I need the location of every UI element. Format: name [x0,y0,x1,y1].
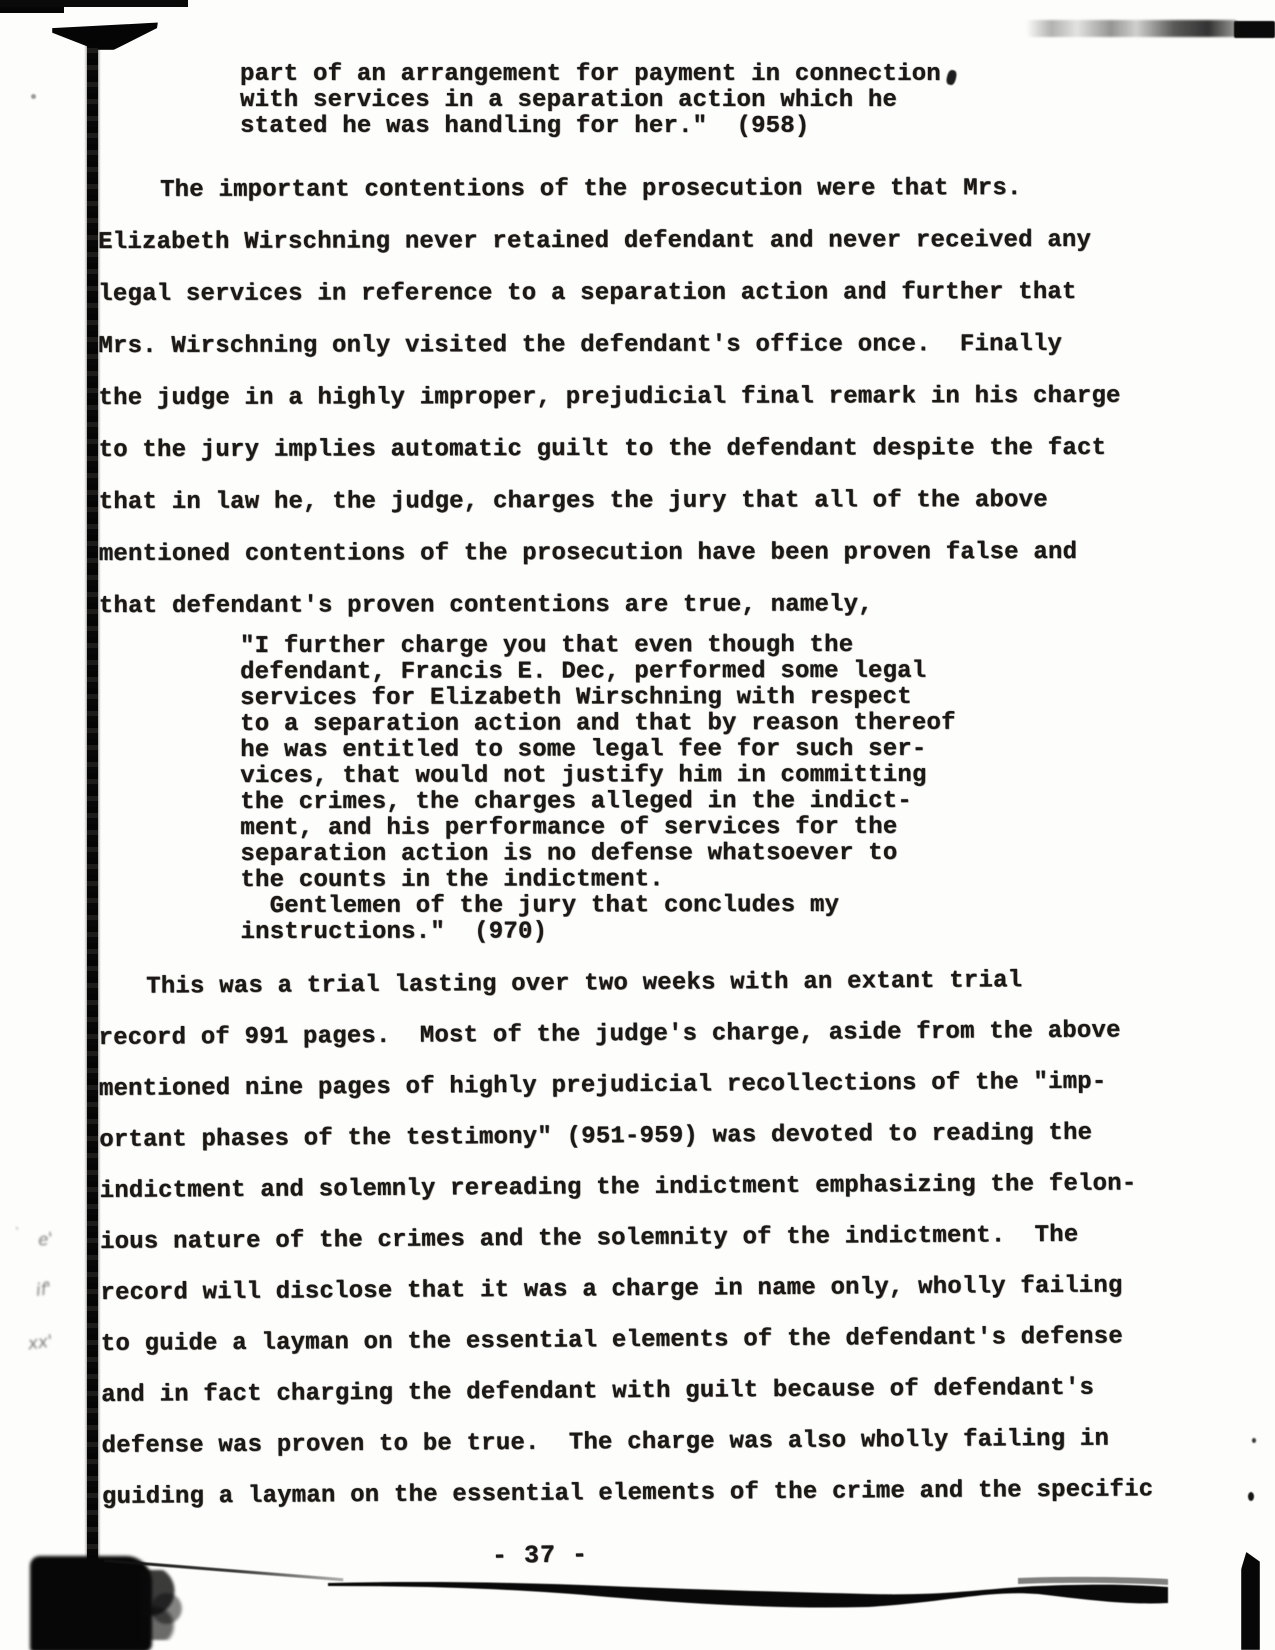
margin-scribble: if' [34,1279,53,1301]
scan-artifact-bottom-rule [328,1576,1168,1610]
body-line: The important contentions of the prosecution were that Mrs. [160,175,1022,204]
body-line: Elizabeth Wirschning never retained defendant and never received any [98,226,1092,256]
scan-artifact-speck [1252,1438,1256,1443]
body-line: indictment and solemnly rereading the indictment emphasizing the felon- [99,1170,1137,1205]
margin-scribble: xx' [26,1331,54,1355]
body-line: ious nature of the crimes and the solemnity of the indictment. The [99,1221,1079,1256]
block-quote-958 [240,62,941,140]
body-line: that in law he, the judge, charges the jury that all of the above [98,487,1048,516]
quote-line: separation action is no defense whatsoever to [240,839,898,868]
quote-line: stated he was handling for her." (958) [240,113,810,140]
scan-artifact-blob-dither [140,1570,188,1640]
scan-artifact-dot [31,94,36,99]
scan-artifact-top-right-smudge [1026,20,1238,37]
body-line: that defendant's proven contentions are true, namely, [98,591,873,620]
body-line: mentioned nine pages of highly prejudicial recollections of the "imp- [98,1068,1107,1103]
scan-artifact-hairline [104,1559,343,1581]
quote-line: the counts in the indictment. [240,866,664,894]
paragraph-prosecution-contentions [98,163,1121,633]
body-line: ortant phases of the testimony" (951-959) was devoted to reading the [99,1119,1093,1154]
paragraph-trial-record [98,954,1153,1523]
quote-line: defendant, Francis E. Dec, performed some legal [240,657,927,686]
scan-artifact-binding-spine-line [87,42,98,1567]
block-quote-970 [240,633,956,946]
quote-line: instructions." (970) [240,918,548,946]
scan-artifact-bottom-left-blob [30,1556,152,1650]
quote-line: Gentlemen of the jury that concludes my [240,891,840,920]
body-line: Mrs. Wirschning only visited the defendant's office once. Finally [98,330,1063,360]
scan-artifact-spine-top-wedge [52,22,158,50]
body-line: defense was proven to be true. The charge was also wholly failing in [101,1425,1110,1460]
quote-line: part of an arrangement for payment in connection [240,61,941,88]
scan-artifact-speck [1248,1492,1254,1501]
quote-line: he was entitled to some legal fee for such ser- [240,735,927,764]
scan-artifact-top-left-bar [0,0,64,13]
quote-line: services for Elizabeth Wirschning with respect [240,683,912,712]
body-line: the judge in a highly improper, prejudicial final remark in his charge [98,382,1121,412]
margin-scribble: e' [36,1229,55,1251]
quote-line: with services in a separation action which he [240,87,898,114]
margin-scribble: ' [15,1225,20,1238]
body-line: This was a trial lasting over two weeks with an extant trial [146,967,1023,1001]
body-line: guiding a layman on the essential elements of the crime and the specific [101,1476,1154,1511]
page-number: - 37 - [491,1540,589,1571]
scan-artifact-top-right-blob [1234,21,1275,38]
quote-line: vices, that would not justify him in committing [240,761,927,790]
body-line: record will disclose that it was a charge in name only, wholly failing [100,1272,1123,1307]
scan-artifact-bottom-right-bar [1241,1552,1260,1650]
body-line: legal services in reference to a separation action and further that [98,278,1077,308]
body-line: record of 991 pages. Most of the judge's charge, aside from the above [98,1017,1121,1052]
quote-line: the crimes, the charges alleged in the indict- [240,787,913,816]
quote-line: to a separation action and that by reason thereof [240,709,956,738]
scan-artifact-ink-speck [945,69,957,86]
body-line: mentioned contentions of the prosecution have been proven false and [98,538,1078,568]
body-line: and in fact charging the defendant with guilt because of defendant's [101,1374,1095,1409]
quote-line: "I further charge you that even though the [239,631,854,660]
quote-line: ment, and his performance of services for the [240,813,898,842]
body-line: to guide a layman on the essential elements of the defendant's defense [100,1323,1124,1358]
scan-artifact-top-left-bar-thin [0,0,188,7]
body-line: to the jury implies automatic guilt to the defendant despite the fact [98,434,1107,464]
